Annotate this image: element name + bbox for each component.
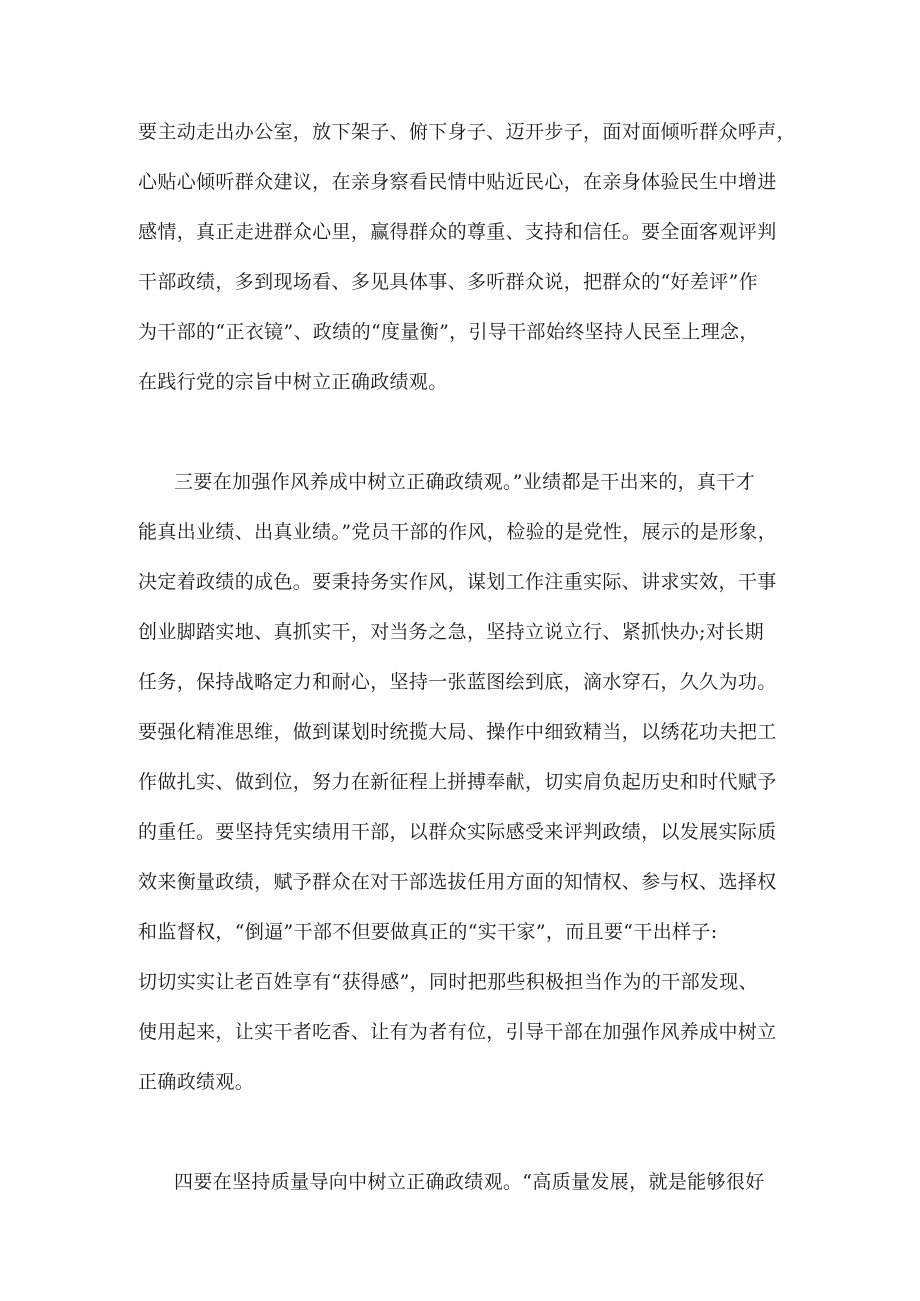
text-line: 正确政绩观。 (138, 1071, 255, 1093)
text-line: 的重任。要坚持凭实绩用干部，以群众实际感受来评判政绩，以发展实际质 (138, 821, 777, 843)
text-line: 干部政绩，多到现场看、多见具体事、多听群众说，把群众的“好差评”作 (138, 271, 758, 293)
text-line: 作做扎实、做到位，努力在新征程上拼搏奉献，切实肩负起历史和时代赋予 (138, 771, 777, 793)
text-line: 三要在加强作风养成中树立正确政绩观。”业绩都是干出来的，真干才 (174, 471, 756, 493)
text-line: 四要在坚持质量导向中树立正确政绩观。“高质量发展，就是能够很好 (174, 1171, 765, 1193)
text-line: 要主动走出办公室，放下架子、俯下身子、迈开步子，面对面倾听群众呼声， (138, 121, 796, 143)
text-line: 创业脚踏实地、真抓实干，对当务之急，坚持立说立行、紧抓快办;对长期 (138, 621, 764, 643)
text-line: 为干部的“正衣镜”、政绩的“度量衡”，引导干部始终坚持人民至上理念， (138, 321, 759, 343)
text-line: 效来衡量政绩，赋予群众在对干部选拔任用方面的知情权、参与权、选择权 (138, 871, 777, 893)
text-line: 切切实实让老百姓享有“获得感”，同时把那些积极担当作为的干部发现、 (138, 971, 758, 993)
text-line: 心贴心倾听群众建议，在亲身察看民情中贴近民心，在亲身体验民生中增进 (138, 171, 777, 193)
text-line: 任务，保持战略定力和耐心，坚持一张蓝图绘到底，滴水穿石，久久为功。 (138, 671, 777, 693)
text-line: 能真出业绩、出真业绩。”党员干部的作风，检验的是党性，展示的是形象， (138, 521, 778, 543)
text-line: 在践行党的宗旨中树立正确政绩观。 (138, 371, 448, 393)
text-line: 使用起来，让实干者吃香、让有为者有位，引导干部在加强作风养成中树立 (138, 1021, 777, 1043)
text-line: 感情，真正走进群众心里，赢得群众的尊重、支持和信任。要全面客观评判 (138, 221, 777, 243)
text-line: 和监督权，“倒逼”干部不但要做真正的“实干家”，而且要“干出样子: (138, 921, 718, 943)
text-line: 决定着政绩的成色。要秉持务实作风，谋划工作注重实际、讲求实效，干事 (138, 571, 777, 593)
text-line: 要强化精准思维，做到谋划时统揽大局、操作中细致精当，以绣花功夫把工 (138, 721, 777, 743)
